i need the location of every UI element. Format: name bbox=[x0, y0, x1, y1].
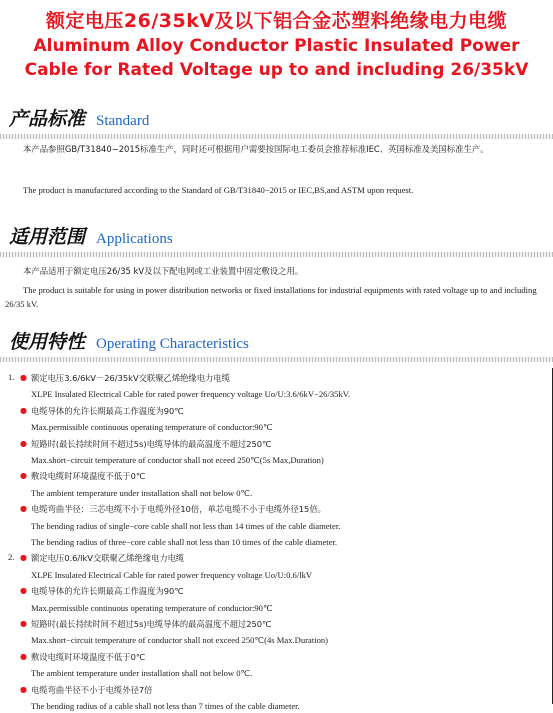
list-item-line: XLPE Insulated Electrical Cable for rated power frequency voltage Uo/U:0.6/lkV bbox=[31, 569, 313, 580]
page-title-zh: 额定电压26/35kV及以下铝合金芯塑料绝缘电力电缆 bbox=[45, 10, 508, 32]
list-item-line: 电缆弯曲半径不小于电缆外径7倍 bbox=[31, 684, 153, 695]
bullet-dot: ● bbox=[20, 586, 27, 596]
list-item-line: 电缆导体的允许长期最高工作温度为90℃ bbox=[31, 405, 184, 416]
list-item-line: XLPE Insulated Electrical Cable for rated power frequency voltage Uo/U:3.6/6kV−26/35kV. bbox=[31, 389, 350, 400]
bullet-dot: ● bbox=[20, 405, 27, 415]
bullet-dot: ● bbox=[20, 553, 27, 563]
standard-paragraph-zh: 本产品参照GB/T31840−2015标准生产，同时还可根据用户需要按国际电工委员会推荐标准IEC、英国标准及美国标准生产。 bbox=[23, 144, 489, 154]
list-item-line: The bending radius of three−core cable shall not less than 10 times of the cable diameter. bbox=[31, 537, 338, 547]
standard-paragraph-en: The product is manufactured according to the Standard of GB/T31840−2015 or IEC,BS,and ASTM upon request. bbox=[23, 185, 414, 195]
list-item-line: 电缆导体的允许长期最高工作温度为90℃ bbox=[31, 586, 184, 597]
list-item-line: The ambient temperature under installation shall not below 0℃. bbox=[31, 668, 253, 679]
page-title-en-line2: Cable for Rated Voltage up to and including 26/35kV bbox=[24, 60, 529, 80]
list-item-line: The ambient temperature under installation shall not below 0℃. bbox=[31, 487, 253, 498]
section-title-zh: 使用特性 bbox=[9, 331, 86, 353]
list-item-line: 额定电压3.6/6kV－26/35kV交联聚乙烯绝缘电力电缆 bbox=[31, 373, 230, 383]
bullet-dot: ● bbox=[20, 438, 27, 448]
list-item-line: 敷设电缆时环境温度不低于0℃ bbox=[31, 471, 146, 482]
section-divider bbox=[0, 357, 553, 362]
section-header-operating bbox=[0, 327, 553, 361]
list-item-line: 敷设电缆时环境温度不低于0℃ bbox=[31, 651, 146, 662]
list-number: 2. bbox=[8, 552, 15, 563]
list-item-line: The bending radius of a cable shall not less than 7 times of the cable diameter. bbox=[31, 701, 300, 711]
section-divider bbox=[0, 134, 553, 139]
section-title-zh: 适用范围 bbox=[9, 226, 86, 248]
bullet-dot: ● bbox=[20, 684, 27, 694]
list-item-line: Max.permissible continuous operating temperature of conductor:90℃ bbox=[31, 422, 273, 433]
section-title-en: Standard bbox=[96, 113, 150, 129]
section-title-zh: 产品标准 bbox=[9, 108, 86, 130]
section-title-en: Operating Characteristics bbox=[96, 336, 249, 352]
list-item-line: Max.short−circuit temperature of conductor shall not exceed 250℃(4s Max.Duration) bbox=[31, 635, 329, 646]
applications-paragraph-zh: 本产品适用于额定电压26/35 kV及以下配电网或工业装置中固定敷设之用。 bbox=[23, 266, 304, 276]
section-header-applications bbox=[0, 222, 553, 256]
applications-paragraph-en: The product is suitable for using in power distribution networks or fixed installations for industrial equipments with rated voltage up to and including 26/35 kV. bbox=[5, 285, 537, 309]
bullet-dot: ● bbox=[20, 373, 27, 382]
bullet-dot: ● bbox=[20, 619, 27, 628]
list-item-line: 短路时(最长持续时间不超过5s)电缆导体的最高温度不超过250℃ bbox=[31, 619, 272, 629]
list-item-line: Max.short−circuit temperature of conductor shall not eceed 250℃(5s Max,Duration) bbox=[31, 455, 324, 465]
bullet-dot: ● bbox=[20, 471, 27, 481]
bullet-dot: ● bbox=[20, 651, 27, 661]
section-title-en: Applications bbox=[96, 231, 173, 247]
list-item-line: 短路时(最长持续时间不超过5s)电缆导体的最高温度不超过250℃ bbox=[31, 438, 272, 449]
page-title-en-line1: Aluminum Alloy Conductor Plastic Insulated Power bbox=[33, 36, 520, 56]
list-item-line: 额定电压0.6/lkV交联聚乙烯绝缘电力电缆 bbox=[31, 553, 185, 564]
section-header-standard bbox=[0, 104, 553, 138]
list-number: 1. bbox=[8, 372, 15, 382]
bullet-dot: ● bbox=[20, 504, 27, 514]
list-item-line: 电缆弯曲半径：三芯电缆不小于电缆外径10倍，单芯电缆不小于电缆外径15倍。 bbox=[31, 504, 326, 515]
list-item-line: Max.permissible continuous operating temperature of conductor:90℃ bbox=[31, 602, 273, 613]
list-item-line: The bending radius of single−core cable shall not less than 14 times of the cable diameter. bbox=[31, 520, 341, 531]
section-divider bbox=[0, 252, 553, 257]
